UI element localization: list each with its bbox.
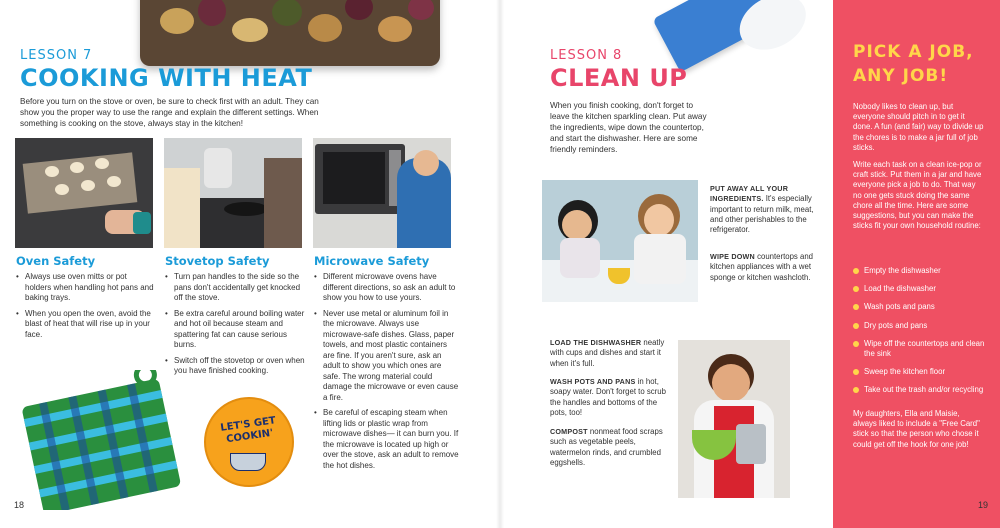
tip-load-dishwasher-heading: LOAD THE DISHWASHER [550, 338, 642, 347]
list-item: Load the dishwasher [853, 284, 988, 294]
microwave-safety-photo [313, 138, 451, 248]
lesson-8-label: LESSON 8 [550, 48, 623, 63]
list-item: • When you open the oven, avoid the blast of heat that will rise up in your face. [16, 309, 154, 341]
oven-safety-list [16, 272, 154, 345]
stovetop-safety-list [165, 272, 305, 382]
boy-washing-dishes-photo [678, 340, 790, 498]
job-stick-list [853, 266, 988, 404]
stovetop-safety-heading: Stovetop Safety [165, 254, 270, 268]
list-item: • Switch off the stovetop or oven when you have finished cooking. [165, 356, 305, 377]
woven-potholder-photo [10, 370, 190, 510]
tip-wipe-down: WIPE DOWN countertops and kitchen appliances with a wet sponge or kitchen washcloth. [710, 252, 814, 282]
panel-paragraph-2: Write each task on a clean ice-pop or craft stick. Put them in a jar and have everyone pick a job to do. That way no one gets stuck doing the same chore all the time. Here are some suggestions, but you can make the sticks fit your own household routine: [853, 160, 982, 231]
oven-safety-heading: Oven Safety [16, 254, 96, 268]
list-item: Dry pots and pans [853, 321, 988, 331]
list-item: • Be careful of escaping steam when lifting lids or plastic wrap from microwave dishes— it can burn you. If the microwave is located up high or over the stove, ask an adult to remove the hot dishes. [314, 408, 460, 471]
tip-compost: COMPOST nonmeat food scraps such as vegetable peels, watermelon rinds, and crumbled eggshells. [550, 427, 663, 467]
list-item: • Different microwave ovens have different directions, so ask an adult to show you how to use yours. [314, 272, 460, 304]
oven-safety-photo [15, 138, 153, 248]
list-item: • Never use metal or aluminum foil in the microwave. Always use microwave-safe dishes. Glass, paper towels, and most plastic containers are fine. If you aren't sure, ask an adult to show you which ones are safe. The wrong material could damage the microwave or even cause a fire. [314, 309, 460, 404]
tip-wash-pots: WASH POTS AND PANS in hot, soapy water. Don't forget to scrub the handles and bottoms of the pots, too! [550, 377, 666, 417]
right-page [500, 0, 1000, 528]
tip-compost-heading: COMPOST [550, 427, 588, 436]
microwave-safety-heading: Microwave Safety [314, 254, 430, 268]
panel-paragraph-1: Nobody likes to clean up, but everyone should pitch in to get it done. A fun (and fair) way to divide up the chores is to make a jar full of job sticks. [853, 102, 984, 152]
list-item: • Always use oven mitts or pot holders when handling hot pans and baking trays. [16, 272, 154, 304]
sticker-text: LET'S GET COOKIN' [219, 415, 277, 446]
lesson-8-intro: When you finish cooking, don't forget to leave the kitchen sparkling clean. Put away the ingredients, wipe down the countertop, and start the dishwasher. Here are some friendly reminders. [550, 101, 707, 154]
list-item: • Turn pan handles to the side so the pans don't accidentally get knocked off the stove. [165, 272, 305, 304]
page-number-right: 19 [978, 500, 989, 510]
tip-put-away: PUT AWAY ALL YOUR INGREDIENTS. It's especially important to return milk, meat, and other perishables to the refrigerator. [710, 184, 814, 235]
sponge-photo [652, 0, 777, 72]
list-item: Wipe off the countertops and clean the sink [853, 339, 988, 359]
lesson-7-label: LESSON 7 [20, 48, 93, 63]
lesson-7-title: COOKING WITH HEAT [20, 64, 313, 92]
lesson-8-title: CLEAN UP [550, 64, 688, 92]
tip-load-dishwasher: LOAD THE DISHWASHER neatly with cups and dishes and start it when it's full. [550, 338, 665, 368]
whisk-bowl-icon [230, 453, 266, 471]
panel-paragraph-3: My daughters, Ella and Maisie, always liked to include a "Free Card" stick so that the person who chose it could get off the hook for one job! [853, 409, 980, 449]
list-item: Take out the trash and/or recycling [853, 385, 988, 395]
girls-cleaning-photo [542, 180, 698, 302]
stovetop-safety-photo [164, 138, 302, 248]
tip-wipe-down-heading: WIPE DOWN [710, 252, 755, 261]
page-number-left: 18 [14, 500, 25, 510]
tip-put-away-heading: PUT AWAY ALL YOUR INGREDIENTS. [710, 184, 789, 204]
tip-wash-pots-heading: WASH POTS AND PANS [550, 377, 636, 386]
list-item: Wash pots and pans [853, 302, 988, 312]
roasted-vegetables-photo [140, 0, 440, 66]
book-gutter [496, 0, 504, 528]
list-item: • Be extra careful around boiling water and hot oil because steam and spattering fat can cause serious burns. [165, 309, 305, 351]
lesson-7-intro: Before you turn on the stove or oven, be sure to check first with an adult. They can show you the proper way to use the range and explain the different settings. When something is cooking on the stove, always stay in the kitchen! [20, 97, 319, 128]
panel-title: PICK A JOB, ANY JOB! [853, 42, 974, 86]
list-item: Empty the dishwasher [853, 266, 988, 276]
microwave-safety-list [314, 272, 460, 476]
pick-a-job-panel [833, 0, 1000, 528]
list-item: Sweep the kitchen floor [853, 367, 988, 377]
lets-get-cookin-sticker [204, 397, 294, 487]
